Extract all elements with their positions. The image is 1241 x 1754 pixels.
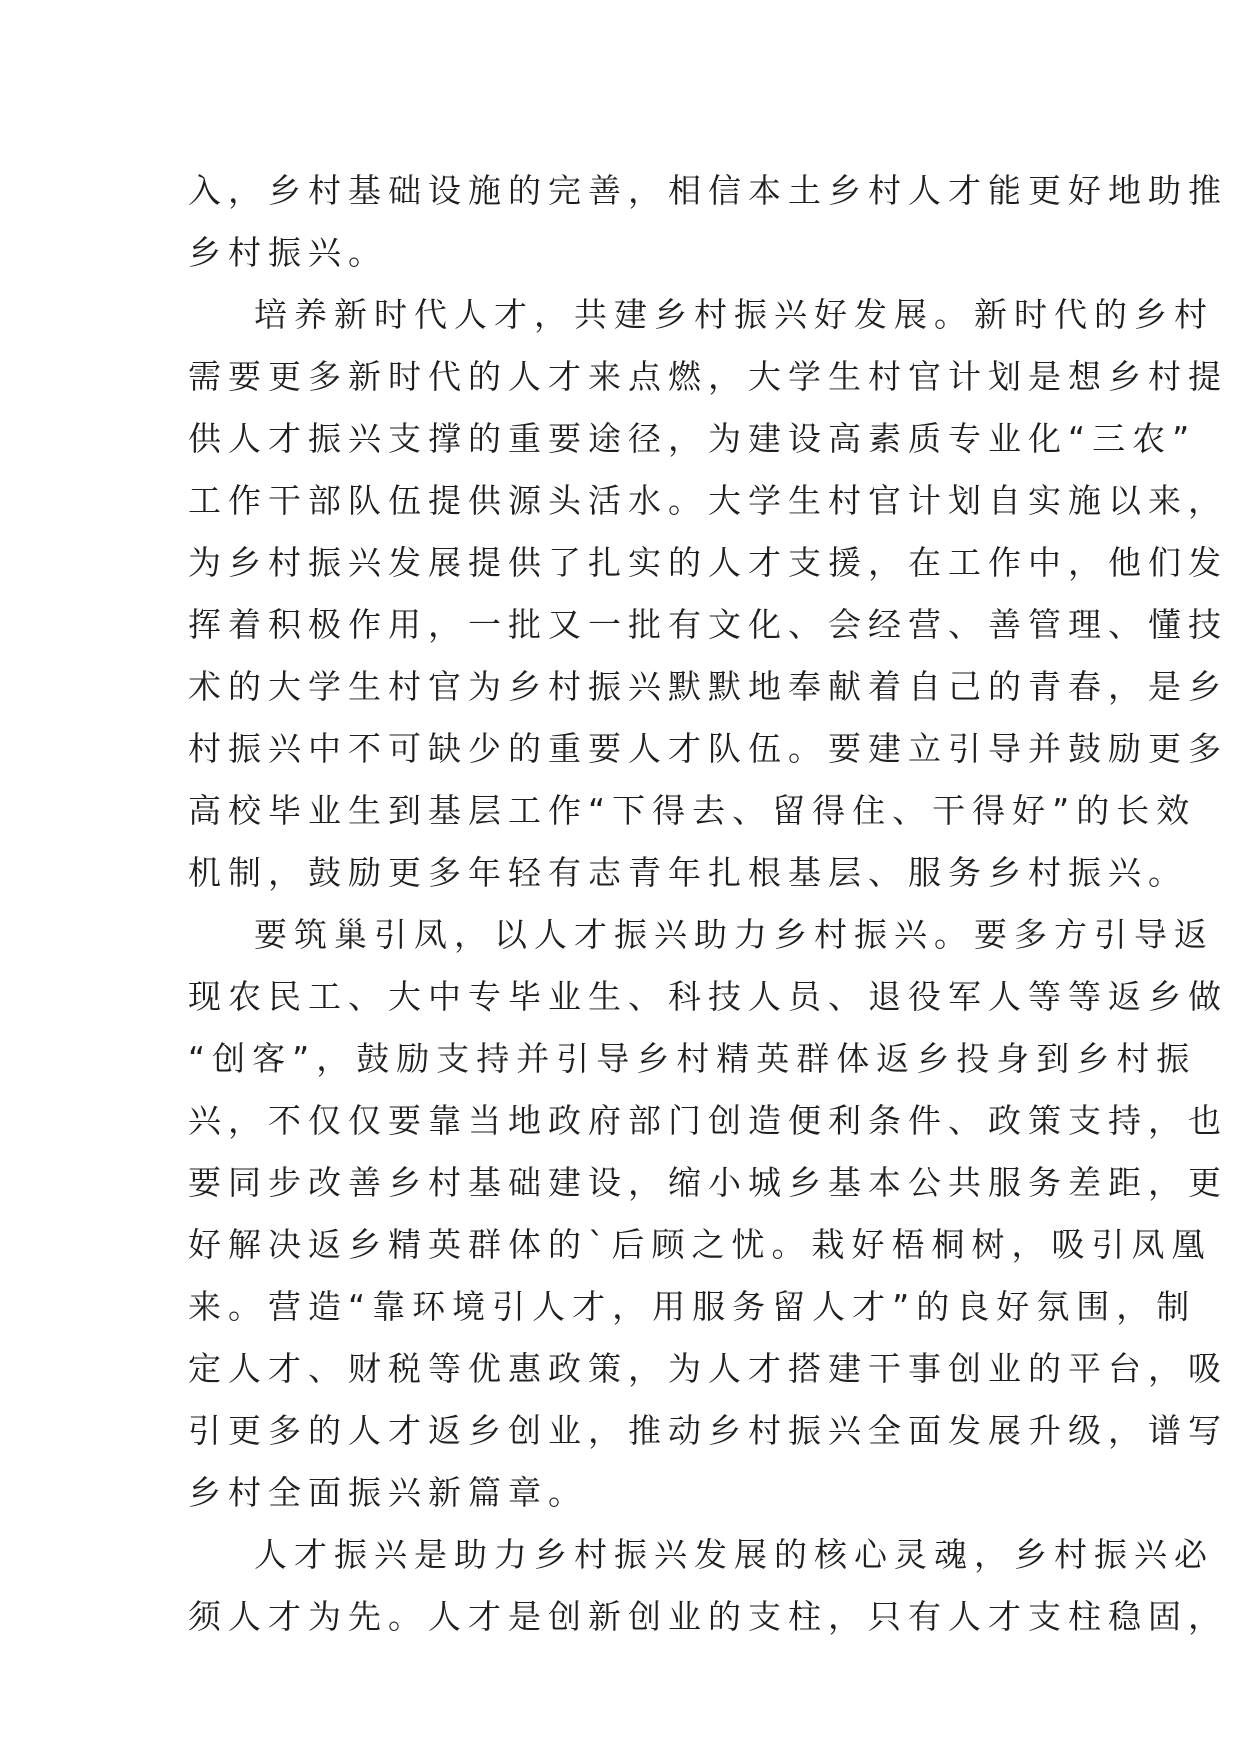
paragraph-2-line-1: 培养新时代人才，共建乡村振兴好发展。新时代的乡村 [254, 295, 1214, 334]
paragraph-2-line-9: 高校毕业生到基层工作“下得去、留得住、干得好”的长效 [188, 791, 1197, 830]
paragraph-3-line-9: 引更多的人才返乡创业，推动乡村振兴全面发展升级，谱写 [188, 1411, 1228, 1450]
paragraph-2-line-7: 术的大学生村官为乡村振兴默默地奉献着自己的青春，是乡 [188, 667, 1228, 706]
paragraph-1-line-2: 乡村振兴。 [188, 233, 388, 272]
paragraph-3-line-2: 现农民工、大中专毕业生、科技人员、退役军人等等返乡做 [188, 977, 1228, 1016]
paragraph-3-line-3: “创客”，鼓励支持并引导乡村精英群体返乡投身到乡村振 [188, 1039, 1197, 1078]
paragraph-2-line-2: 需要更多新时代的人才来点燃，大学生村官计划是想乡村提 [188, 357, 1228, 396]
paragraph-3-line-8: 定人才、财税等优惠政策，为人才搭建干事创业的平台，吸 [188, 1349, 1228, 1388]
paragraph-3-line-10: 乡村全面振兴新篇章。 [188, 1473, 588, 1512]
paragraph-3-line-5: 要同步改善乡村基础建设，缩小城乡基本公共服务差距，更 [188, 1163, 1228, 1202]
paragraph-2-line-5: 为乡村振兴发展提供了扎实的人才支援，在工作中，他们发 [188, 543, 1228, 582]
paragraph-4-line-1: 人才振兴是助力乡村振兴发展的核心灵魂，乡村振兴必 [254, 1535, 1214, 1574]
body-text [188, 160, 1228, 1648]
paragraph-3-line-4: 兴，不仅仅要靠当地政府部门创造便利条件、政策支持，也 [188, 1101, 1228, 1140]
paragraph-2-line-10: 机制，鼓励更多年轻有志青年扎根基层、服务乡村振兴。 [188, 853, 1188, 892]
paragraph-3-line-1: 要筑巢引凤，以人才振兴助力乡村振兴。要多方引导返 [254, 915, 1214, 954]
paragraph-4-line-2: 须人才为先。人才是创新创业的支柱，只有人才支柱稳固， [188, 1597, 1228, 1636]
paragraph-2-line-4: 工作干部队伍提供源头活水。大学生村官计划自实施以来， [188, 481, 1228, 520]
paragraph-2-line-6: 挥着积极作用，一批又一批有文化、会经营、善管理、懂技 [188, 605, 1228, 644]
paragraph-2-line-8: 村振兴中不可缺少的重要人才队伍。要建立引导并鼓励更多 [188, 729, 1228, 768]
paragraph-3-line-7: 来。营造“靠环境引人才，用服务留人才”的良好氛围，制 [188, 1287, 1197, 1326]
paragraph-3-line-6: 好解决返乡精英群体的`后顾之忧。栽好梧桐树，吸引凤凰 [188, 1225, 1212, 1264]
paragraph-1-line-1: 入，乡村基础设施的完善，相信本土乡村人才能更好地助推 [188, 171, 1228, 210]
paragraph-2-line-3: 供人才振兴支撑的重要途径，为建设高素质专业化“三农” [188, 419, 1197, 458]
